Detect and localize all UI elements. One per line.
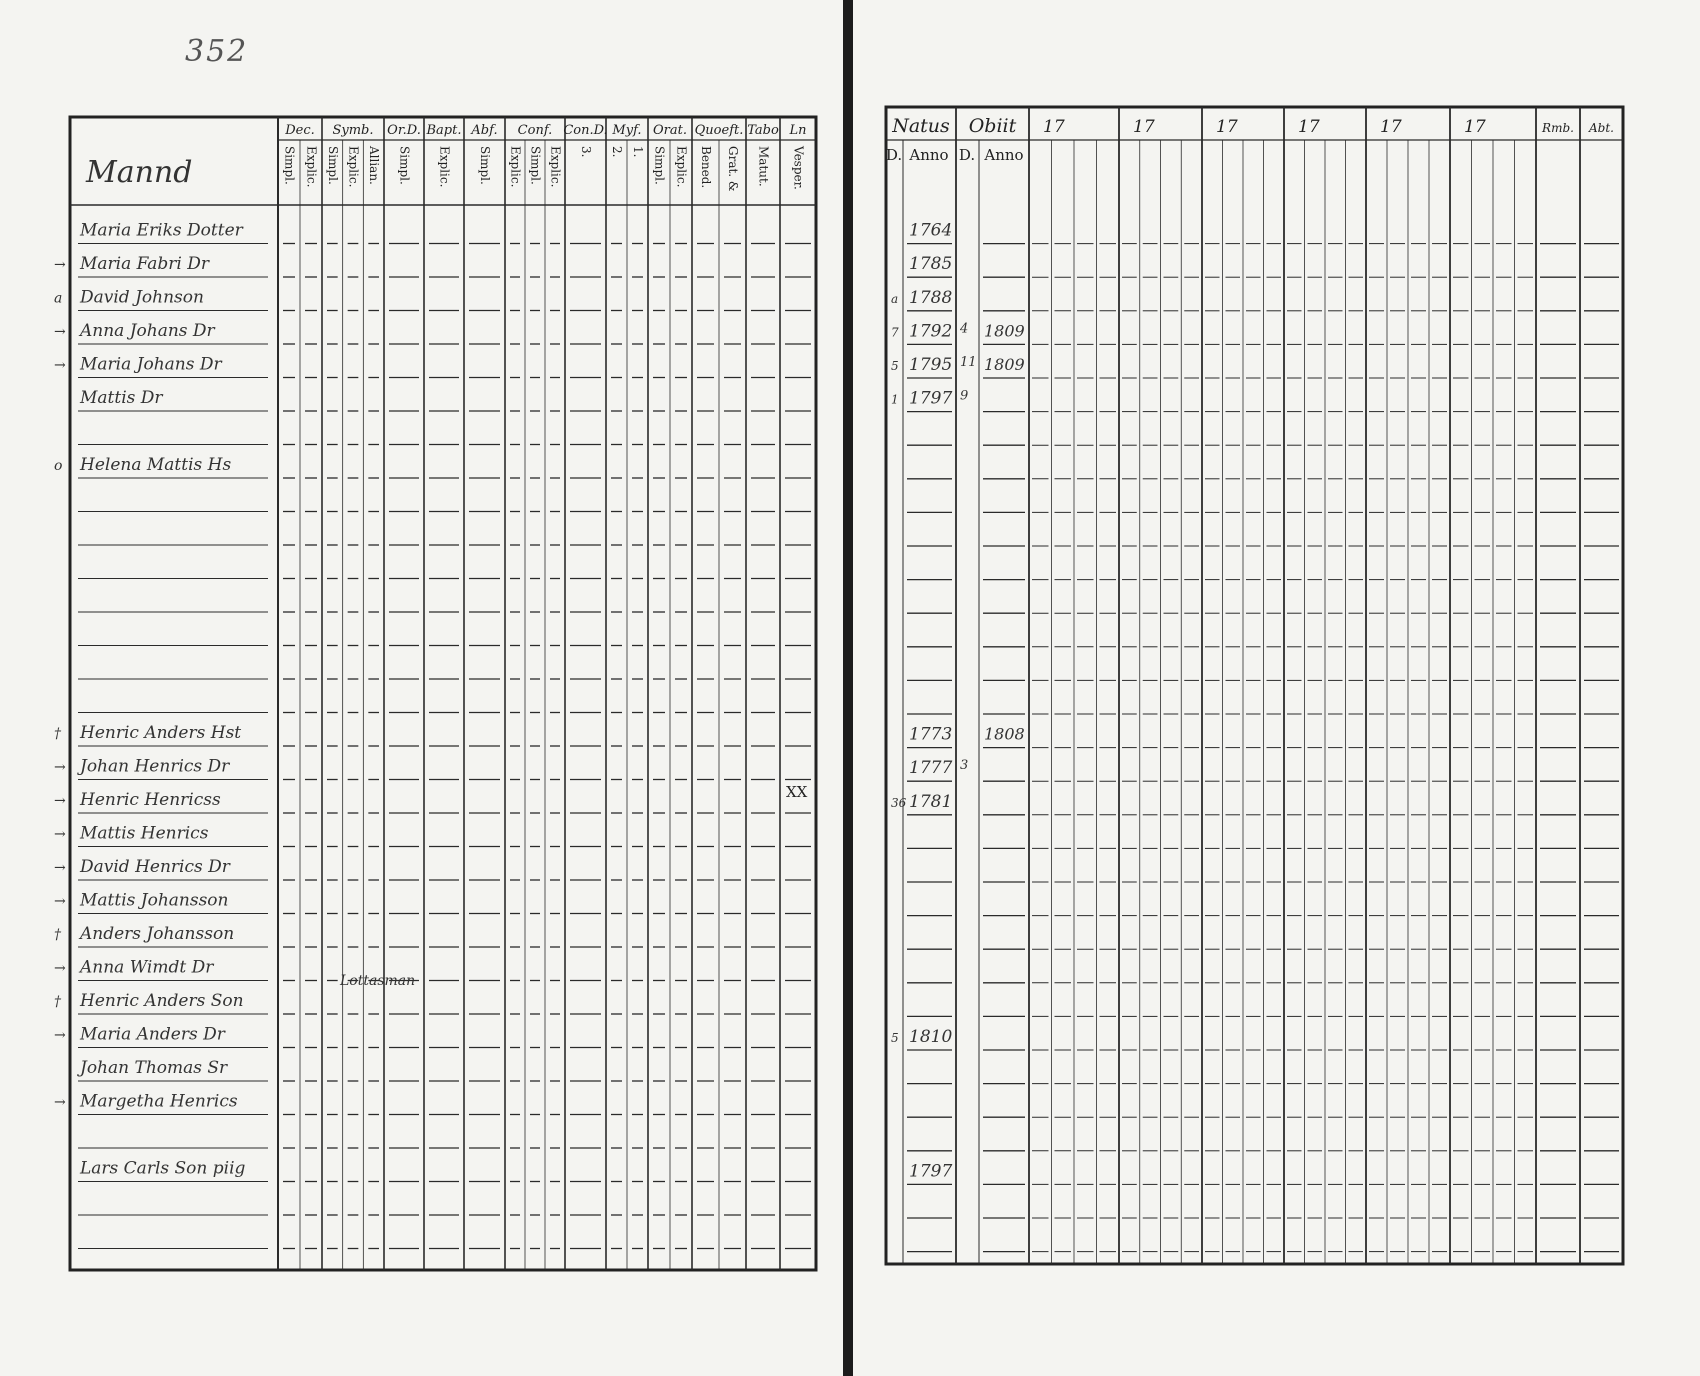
- register-name: Johan Thomas Sr: [80, 1058, 228, 1078]
- natus-year: 1777: [909, 758, 953, 779]
- register-name: Lars Carls Son piig: [80, 1158, 246, 1179]
- sub-column-header: Simpl.: [397, 146, 412, 185]
- register-name: Helena Mattis Hs: [80, 455, 232, 475]
- column-group-header: Bapt.: [426, 123, 462, 138]
- column-group-header: Ln: [789, 123, 807, 138]
- obiit-day: 3: [960, 758, 969, 774]
- margin-mark: †: [54, 726, 61, 742]
- margin-mark: →: [54, 826, 66, 843]
- xx-annotation: XX: [786, 783, 808, 801]
- register-name: Henric Anders Son: [80, 991, 244, 1011]
- column-group-header: 17: [1464, 117, 1486, 137]
- margin-mark: †: [54, 994, 61, 1010]
- sub-column-header: Explic.: [304, 146, 319, 188]
- natus-day: 36: [891, 795, 907, 810]
- natus-day: 1: [891, 392, 899, 407]
- sub-column-header: Simpl.: [325, 146, 340, 185]
- column-group-header: 17: [1043, 117, 1065, 137]
- sub-column-header: 2.: [610, 146, 624, 158]
- natus-year: 1781: [909, 791, 953, 812]
- natus-day: 5: [891, 1031, 899, 1045]
- name-column-header: Mannd: [86, 155, 193, 190]
- margin-mark: →: [54, 960, 66, 977]
- column-group-header: Or.D.: [387, 123, 421, 138]
- sub-column-header: Matut.: [756, 146, 771, 187]
- column-group-header: 17: [1133, 117, 1155, 137]
- sub-column-header: D.: [958, 146, 976, 164]
- register-name: Mattis Johansson: [80, 890, 229, 911]
- book-spine: [843, 0, 853, 1376]
- sub-column-header: Simpl.: [528, 146, 543, 185]
- column-group-header: Abf.: [471, 123, 498, 138]
- natus-day: 5: [891, 359, 899, 373]
- margin-mark: o: [54, 458, 63, 474]
- obiit-year: 1809: [984, 355, 1025, 374]
- column-group-header: Rmb.: [1542, 121, 1574, 135]
- column-group-header: Dec.: [285, 123, 315, 138]
- margin-mark: →: [54, 257, 66, 273]
- sub-column-header: Explic.: [437, 146, 452, 188]
- sub-column-header: Simpl.: [652, 146, 667, 185]
- register-name: Mattis Henrics: [80, 823, 209, 844]
- left-register-table: [0, 0, 843, 1376]
- column-group-header: Myf.: [612, 123, 642, 138]
- column-group-header: Conf.: [517, 123, 553, 138]
- sub-column-header: Anno: [909, 146, 949, 164]
- column-group-header: 17: [1380, 117, 1402, 137]
- obiit-year: 1809: [984, 321, 1025, 341]
- register-name: Maria Fabri Dr: [80, 254, 210, 274]
- column-group-header: Tabo: [747, 123, 779, 138]
- column-group-header: Con.D.: [563, 123, 608, 138]
- register-name: Henric Anders Hst: [80, 723, 242, 743]
- sub-column-header: Simpl.: [478, 146, 492, 185]
- register-name: David Johnson: [80, 287, 204, 308]
- column-group-header: Natus: [892, 115, 950, 137]
- register-name: Maria Johans Dr: [80, 354, 222, 375]
- sub-column-header: Simpl.: [282, 146, 297, 185]
- register-name: Maria Eriks Dotter: [80, 220, 243, 241]
- margin-mark: →: [54, 759, 66, 776]
- sub-column-header: Bened.: [699, 146, 713, 189]
- natus-day: 7: [891, 325, 899, 340]
- sub-column-header: Explic.: [346, 146, 361, 188]
- register-name: David Henrics Dr: [80, 857, 230, 877]
- natus-year: 1795: [909, 355, 953, 375]
- margin-mark: †: [54, 927, 61, 943]
- sub-column-header: 3.: [579, 146, 593, 158]
- register-name: Margetha Henrics: [80, 1091, 238, 1112]
- folio-number: 352: [185, 34, 249, 69]
- margin-mark: →: [54, 793, 66, 809]
- right-page: [853, 0, 1700, 1376]
- column-group-header: Quoeft.: [694, 123, 744, 138]
- margin-mark: →: [54, 324, 66, 340]
- natus-year: 1788: [909, 287, 953, 308]
- left-page: [0, 0, 843, 1376]
- column-group-header: Symb.: [332, 123, 374, 138]
- natus-year: 1797: [909, 388, 953, 409]
- register-name: Henric Henricss: [80, 790, 221, 810]
- margin-mark: →: [54, 357, 66, 374]
- obiit-day: 9: [960, 388, 969, 404]
- sub-column-header: D.: [885, 146, 903, 164]
- sub-column-header: 1.: [631, 146, 645, 158]
- margin-mark: →: [54, 893, 66, 910]
- natus-year: 1764: [909, 220, 953, 241]
- register-name: Johan Henrics Dr: [80, 756, 230, 777]
- column-group-header: Orat.: [653, 123, 687, 138]
- inline-note: Lottasman: [340, 973, 416, 989]
- obiit-day: 11: [960, 355, 977, 370]
- obiit-day: 4: [960, 321, 969, 337]
- table-border: [886, 107, 1623, 1264]
- sub-column-header: Vesper.: [791, 146, 806, 190]
- right-register-table: [853, 0, 1700, 1376]
- sub-column-header: Allian.: [367, 146, 382, 185]
- sub-column-header: Explic.: [548, 146, 563, 188]
- natus-year: 1792: [909, 321, 953, 342]
- margin-mark: →: [54, 1027, 66, 1044]
- natus-year: 1810: [909, 1027, 953, 1047]
- column-group-header: Obiit: [968, 115, 1017, 137]
- sub-column-header: Anno: [984, 146, 1024, 164]
- natus-day: a: [891, 291, 899, 306]
- sub-column-header: Explic.: [674, 146, 689, 188]
- column-group-header: 17: [1298, 117, 1320, 137]
- margin-mark: →: [54, 860, 66, 876]
- register-name: Anders Johansson: [80, 924, 235, 944]
- natus-year: 1797: [909, 1161, 953, 1182]
- sub-column-header: Grat. &: [726, 146, 740, 192]
- margin-mark: a: [54, 290, 63, 307]
- natus-year: 1773: [909, 724, 953, 745]
- column-group-header: 17: [1216, 117, 1238, 137]
- register-name: Mattis Dr: [80, 388, 163, 408]
- register-name: Anna Johans Dr: [80, 321, 215, 341]
- obiit-year: 1808: [984, 724, 1025, 744]
- register-name: Maria Anders Dr: [80, 1024, 225, 1045]
- margin-mark: →: [54, 1094, 66, 1111]
- natus-year: 1785: [909, 254, 953, 275]
- register-name: Anna Wimdt Dr: [80, 957, 214, 978]
- column-group-header: Abt.: [1589, 121, 1614, 135]
- sub-column-header: Explic.: [508, 146, 523, 188]
